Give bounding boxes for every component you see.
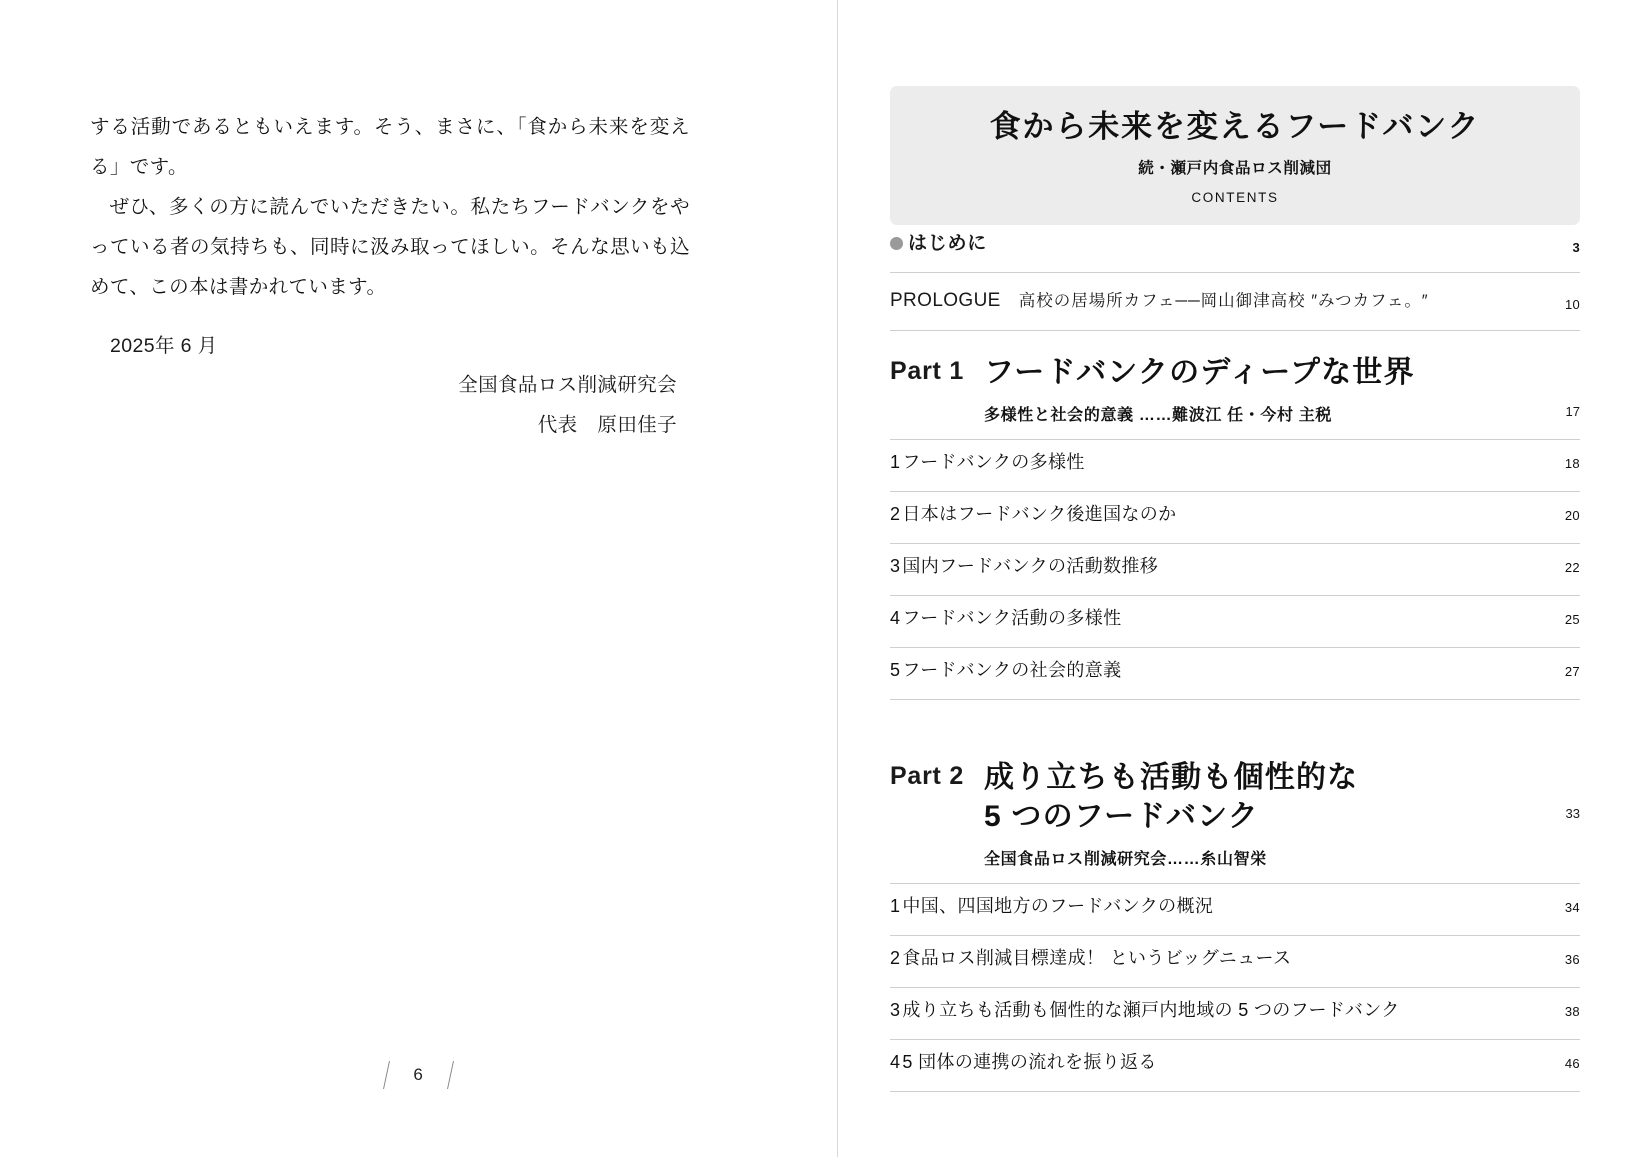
toc-prologue-tag: PROLOGUE <box>890 290 1001 311</box>
toc-part-1-items <box>890 439 1580 700</box>
toc-intro-page: 3 <box>1572 240 1580 255</box>
toc-item-number: 3 <box>890 1000 901 1021</box>
right-page <box>838 0 1631 1157</box>
paragraph-1: する活動であるともいえます。そう、まさに、「食から未来を変える」です。 <box>90 116 690 178</box>
toc-part-2-page: 33 <box>1565 805 1580 821</box>
toc-item-number: 2 <box>890 948 901 969</box>
toc-item-number: 4 <box>890 1052 901 1073</box>
toc-part-1-title: フードバンクのディープな世界 <box>983 356 1415 389</box>
toc-entry-intro[interactable] <box>890 228 1580 264</box>
date-line: 2025年 6 月 <box>110 335 218 357</box>
toc-item[interactable] <box>890 884 1580 927</box>
folio-rule-right <box>447 1061 454 1089</box>
section-gap <box>890 710 1580 736</box>
toc-part-1-titles <box>984 353 1415 425</box>
toc-item[interactable] <box>890 544 1580 587</box>
toc-item-number: 1 <box>890 452 901 473</box>
toc-item-label: フードバンクの社会的意義 <box>902 660 1122 681</box>
folio-number: 6 <box>413 1065 424 1084</box>
toc-item-label-wrap <box>890 552 1158 578</box>
toc-item-label-wrap <box>890 448 1085 474</box>
toc-item-label: 成り立ちも活動も個性的な瀬戸内地域の 5 つのフードバンク <box>902 1000 1400 1021</box>
toc-item-number: 1 <box>890 896 901 917</box>
toc-prologue-page: 10 <box>1565 297 1580 312</box>
toc-item-page: 27 <box>1564 664 1580 680</box>
toc-item[interactable] <box>890 936 1580 979</box>
toc-prologue-label-wrap <box>890 287 1540 312</box>
toc-item-label-wrap <box>890 500 1177 526</box>
toc-item-label: 食品ロス削減目標達成！ というビッグニュース <box>902 948 1292 969</box>
toc-item-number: 3 <box>890 556 901 577</box>
paragraph-2: ぜひ、多くの方に読んでいただきたい。私たちフードバンクをやっている者の気持ちも、同時に汲み取ってほしい。そんな思いも込めて、この本は書かれています。 <box>90 195 690 298</box>
toc-part-2-title-line2: 5 つのフードバンク <box>983 800 1259 834</box>
toc-item[interactable] <box>890 1040 1580 1083</box>
toc-intro-label: はじめに <box>908 233 988 254</box>
toc-item-page: 20 <box>1564 508 1580 524</box>
toc-part-2-items <box>890 883 1580 1092</box>
toc-item-label: フードバンク活動の多様性 <box>902 608 1122 629</box>
toc-item[interactable] <box>890 440 1580 483</box>
table-of-contents <box>890 228 1580 1102</box>
bullet-dot-icon <box>890 237 903 250</box>
toc-part-2-header[interactable] <box>890 758 1580 869</box>
signature-name: 代表 原田佳子 <box>537 413 677 436</box>
toc-item-label-wrap <box>890 656 1121 682</box>
toc-intro-label-wrap <box>890 228 1540 255</box>
toc-part-1-subtitle: 多様性と社会的意義 ……難波江 任・今村 主税 <box>983 406 1333 424</box>
toc-part-1-header[interactable] <box>890 353 1580 425</box>
contents-header <box>890 86 1580 225</box>
toc-part-2-subtitle: 全国食品ロス削減研究会……糸山智栄 <box>983 850 1267 868</box>
toc-item-label: 中国、四国地方のフードバンクの概況 <box>902 896 1214 917</box>
book-subtitle: 続・瀬戸内食品ロス削減団 <box>1138 159 1332 177</box>
toc-item[interactable] <box>890 648 1580 691</box>
toc-item-label-wrap <box>890 892 1213 918</box>
toc-part-2 <box>890 736 1580 1102</box>
divider <box>890 1091 1580 1092</box>
toc-item-page: 38 <box>1564 1004 1580 1020</box>
folio-rule-left <box>383 1061 390 1089</box>
toc-item-page: 36 <box>1564 952 1580 968</box>
toc-item-label: 国内フードバンクの活動数推移 <box>902 556 1159 577</box>
toc-part-1-tag: Part 1 <box>890 357 964 385</box>
toc-part-1 <box>890 331 1580 710</box>
left-page-body <box>90 108 690 308</box>
toc-part-1-header-left <box>890 353 1415 425</box>
toc-part-2-titles <box>984 758 1358 869</box>
toc-item[interactable] <box>890 596 1580 639</box>
toc-item-number: 2 <box>890 504 901 525</box>
toc-item[interactable] <box>890 492 1580 535</box>
signature-block <box>458 366 677 446</box>
divider <box>890 699 1580 700</box>
toc-item-label-wrap <box>890 944 1291 970</box>
toc-item[interactable] <box>890 988 1580 1031</box>
toc-item-number: 4 <box>890 608 901 629</box>
contents-label: CONTENTS <box>1191 189 1279 205</box>
toc-item-page: 18 <box>1564 456 1580 472</box>
toc-part-1-page: 17 <box>1565 403 1580 419</box>
toc-item-number: 5 <box>890 660 901 681</box>
book-title: 食から未来を変えるフードバンク <box>989 109 1481 144</box>
toc-item-page: 34 <box>1564 900 1580 916</box>
toc-item-page: 22 <box>1564 560 1580 576</box>
toc-part-2-header-left <box>890 758 1358 869</box>
toc-part-2-tag: Part 2 <box>890 761 964 790</box>
toc-part-2-title-line1: 成り立ちも活動も個性的な <box>983 760 1359 794</box>
toc-item-label: 日本はフードバンク後進国なのか <box>902 504 1177 525</box>
toc-prologue-text: 高校の居場所カフェ──岡山御津高校 ″みつカフェ。″ <box>1018 292 1429 310</box>
toc-item-label: 5 団体の連携の流れを振り返る <box>902 1052 1157 1073</box>
toc-entry-prologue[interactable] <box>890 273 1580 322</box>
toc-item-label-wrap <box>890 996 1400 1022</box>
signature-organization: 全国食品ロス削減研究会 <box>458 374 677 396</box>
toc-item-label-wrap <box>890 604 1121 630</box>
page-folio <box>0 1061 837 1089</box>
toc-item-label: フードバンクの多様性 <box>902 452 1085 473</box>
toc-item-label-wrap <box>890 1048 1157 1074</box>
toc-item-page: 25 <box>1564 612 1580 628</box>
toc-item-page: 46 <box>1564 1056 1580 1072</box>
